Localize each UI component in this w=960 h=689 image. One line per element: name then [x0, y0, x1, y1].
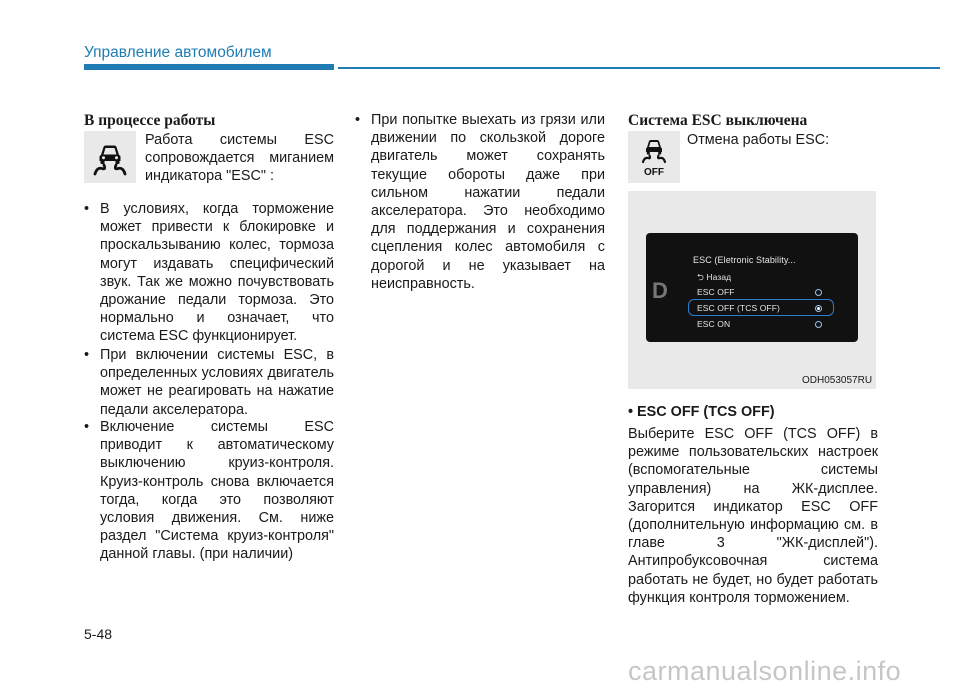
chapter-title: Управление автомобилем	[84, 44, 272, 61]
list-item-text: При попытке выехать из грязи или движении по скользкой дороге двигатель может сохранять текущие обороты даже при сильном нажатии педали акселератора. Это необходимо для поддержания и сохранения сцепления колес автомобиля с дорогой и не указывает на неисправность.	[371, 112, 605, 292]
bullet-mark: •	[84, 347, 90, 363]
header-bar-accent	[84, 64, 334, 70]
subheading-esc-off-tcs-off: • ESC OFF (TCS OFF)	[628, 404, 775, 420]
section-title-in-operation: В процессе работы	[84, 112, 216, 129]
radio-selected-icon	[815, 305, 822, 312]
list-item-text: В условиях, когда торможение может привести к блокировке и проскальзыванию колес, тормоза могут издавать специфический звук. Так же можно почувствовать дрожание педали тормоза. Это нормально и означает, что система ESC функционирует.	[100, 201, 334, 345]
list-item	[84, 346, 334, 419]
back-label: Назад	[706, 272, 732, 282]
list-item-text: Включение системы ESC приводит к автоматическому выключению круиз-контроля. Круиз-контроль снова включается тогда, когда это позволяют условия движения. См. ниже раздел "Система круиз-контроля" данной главы. (при наличии)	[100, 419, 334, 563]
lcd-back-item	[697, 272, 731, 286]
page-number: 5-48	[84, 626, 113, 642]
list-item	[84, 200, 334, 346]
lcd-option-esc-off-tcs-off: ESC OFF (TCS OFF)	[697, 303, 780, 313]
bullet-mark: •	[84, 419, 90, 435]
header-rule	[338, 67, 940, 69]
bullet-mark: •	[84, 201, 90, 217]
lcd-option-esc-off: ESC OFF	[697, 287, 735, 297]
lcd-option-esc-on: ESC ON	[697, 319, 731, 329]
watermark: carmanualsonline.info	[628, 656, 902, 686]
bullet-mark: •	[355, 112, 361, 128]
image-caption: ODH053057RU	[802, 375, 873, 386]
list-item-text: При включении системы ESC, в определенных условиях двигатель может не реагировать на нажатие педали акселератора.	[100, 347, 334, 418]
esc-off-instructions: Выберите ESC OFF (TCS OFF) в режиме пользовательских настроек (вспомогательные системы управления) на ЖК-дисплее. Загорится индикатор ESC OFF (дополнительную информацию см. в главе 3 "ЖК-дисплей"). Антипробуксовочная система работать не будет, но будет работать функция контроля торможением.	[628, 426, 878, 606]
esc-flashing-text: Работа системы ESC сопровождается миганием индикатора "ESC" :	[145, 132, 334, 185]
esc-indicator-icon	[84, 131, 136, 183]
radio-icon	[815, 321, 822, 328]
section-title-esc-off: Система ESC выключена	[628, 112, 808, 129]
lcd-menu-title: ESC (Eletronic Stability...	[693, 255, 796, 265]
list-item	[84, 418, 334, 564]
back-arrow-icon: ⮌	[697, 272, 704, 282]
gear-indicator: D	[652, 278, 668, 303]
radio-icon	[815, 289, 822, 296]
esc-off-indicator-icon	[628, 131, 680, 183]
lcd-screen	[646, 233, 858, 342]
off-label: OFF	[644, 167, 664, 178]
esc-cancel-text: Отмена работы ESC:	[687, 132, 830, 148]
list-item	[355, 111, 605, 293]
